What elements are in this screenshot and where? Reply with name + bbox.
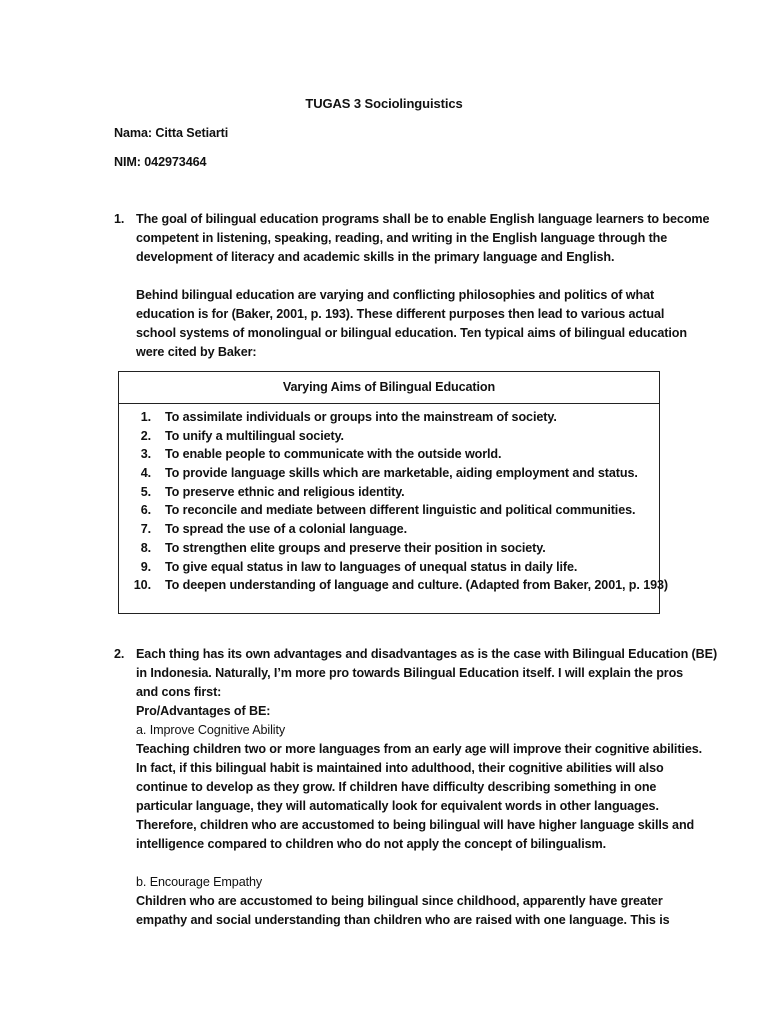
point-b-heading: b. Encourage Empathy: [136, 875, 263, 889]
aims-list: [119, 408, 669, 595]
list-item: [119, 520, 659, 539]
list-item-number: 5.: [140, 484, 151, 499]
list-item-text: To reconcile and mediate between different linguistic and political communities.: [165, 503, 636, 518]
section-1-paragraph-1: [136, 210, 710, 267]
text-line: continue to develop as they grow. If children have difficulty describing something in one: [136, 780, 657, 794]
text-line: competent in listening, speaking, reading, and writing in the English language through the: [136, 231, 668, 245]
text-line: and cons first:: [136, 685, 222, 699]
section-1: [114, 210, 710, 362]
list-item: [119, 558, 659, 577]
text-line: school systems of monolingual or bilingual education. Ten typical aims of bilingual education: [136, 326, 687, 340]
student-name: Nama: Citta Setiarti: [114, 126, 229, 140]
list-item: [119, 576, 669, 595]
list-item-number: 6.: [140, 503, 151, 518]
section-2-point-b: [136, 873, 684, 930]
aims-table-header: Varying Aims of Bilingual Education: [119, 372, 659, 404]
list-item-number: 2.: [140, 428, 151, 443]
text-line: In fact, if this bilingual habit is maintained into adulthood, their cognitive abilities will also: [136, 761, 664, 775]
text-line: Therefore, children who are accustomed to being bilingual will have higher language skills and: [136, 818, 695, 832]
list-item: [119, 539, 659, 558]
list-item-number: 9.: [140, 559, 151, 574]
aims-table: [118, 371, 669, 614]
point-a-heading: a. Improve Cognitive Ability: [136, 723, 286, 737]
list-item: [119, 408, 659, 427]
list-item: [119, 464, 659, 483]
list-item-text: To strengthen elite groups and preserve their position in society.: [165, 540, 546, 555]
text-line: The goal of bilingual education programs shall be to enable English language learners to become: [136, 212, 710, 226]
student-nim: NIM: 042973464: [114, 155, 207, 169]
section-2-number: 2.: [114, 647, 125, 661]
list-item: [119, 427, 659, 446]
text-line: Each thing has its own advantages and disadvantages as is the case with Bilingual Education (BE): [136, 647, 718, 661]
text-line: Children who are accustomed to being bilingual since childhood, apparently have greater: [136, 894, 663, 908]
section-1-number: 1.: [114, 212, 125, 226]
list-item: [119, 501, 659, 520]
section-1-body: [136, 210, 710, 362]
list-item-number: 3.: [140, 447, 151, 462]
text-line: in Indonesia. Naturally, I’m more pro towards Bilingual Education itself. I will explain the pros: [136, 666, 684, 680]
document-title: TUGAS 3 Sociolinguistics: [305, 96, 463, 111]
text-line: were cited by Baker:: [136, 345, 257, 359]
list-item-number: 8.: [140, 540, 151, 555]
list-item-text: To deepen understanding of language and culture. (Adapted from Baker, 2001, p. 193): [165, 578, 669, 593]
list-item-text: To assimilate individuals or groups into the mainstream of society.: [165, 410, 557, 424]
list-item-number: 7.: [140, 522, 151, 537]
list-item-number: 4.: [140, 466, 151, 481]
list-item-text: To give equal status in law to languages of unequal status in daily life.: [165, 559, 578, 574]
text-line: empathy and social understanding than children who are raised with one language. This is: [136, 913, 670, 927]
list-item-text: To preserve ethnic and religious identity.: [165, 484, 405, 499]
section-2-body: [136, 645, 718, 930]
text-line: intelligence compared to children who do not apply the concept of bilingualism.: [136, 837, 607, 851]
list-item: [119, 445, 659, 464]
list-item: [119, 483, 659, 502]
text-line: education is for (Baker, 2001, p. 193). These different purposes then lead to various actual: [136, 307, 665, 321]
list-item-number: 1.: [140, 410, 151, 424]
text-line: Behind bilingual education are varying and conflicting philosophies and politics of what: [136, 288, 655, 302]
list-item-text: To provide language skills which are marketable, aiding employment and status.: [165, 466, 638, 481]
list-item-text: To spread the use of a colonial language.: [165, 522, 407, 537]
text-line: particular language, they will automatically look for equivalent words in other languages.: [136, 799, 659, 813]
text-line: development of literacy and academic skills in the primary language and English.: [136, 250, 615, 264]
list-item-text: To unify a multilingual society.: [165, 428, 344, 443]
list-item-text: To enable people to communicate with the outside world.: [165, 447, 502, 462]
text-line: Teaching children two or more languages from an early age will improve their cognitive abilities.: [136, 742, 703, 756]
section-2-intro: [136, 645, 718, 854]
section-2: [114, 645, 718, 930]
list-item-number: 10.: [133, 578, 151, 593]
section-1-paragraph-2: [136, 286, 687, 362]
pros-heading: Pro/Advantages of BE:: [136, 704, 271, 718]
